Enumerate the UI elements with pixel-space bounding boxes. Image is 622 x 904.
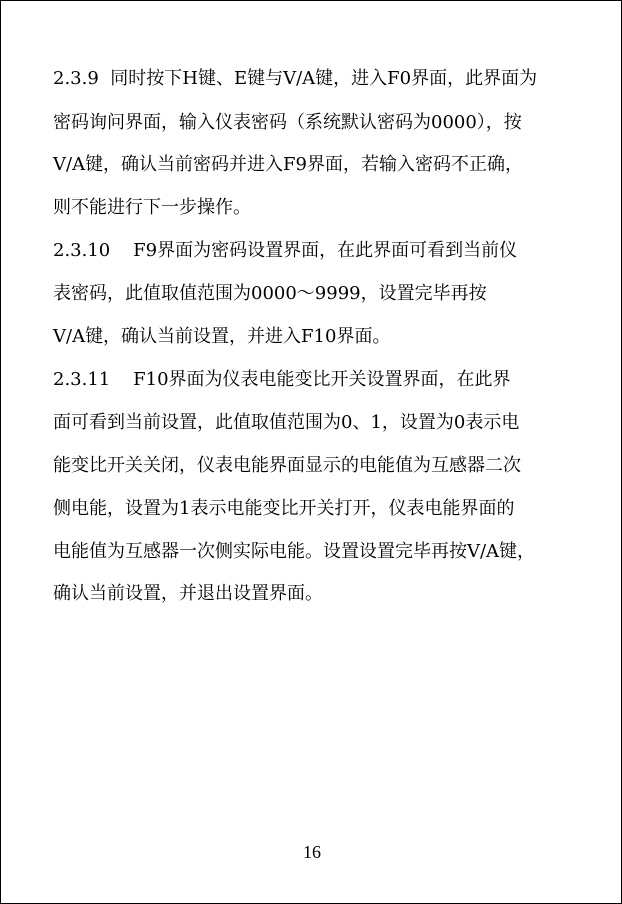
section-2-3-10-line-3: V/A键，确认当前设置，并进入F10界面。: [53, 326, 391, 347]
section-2-3-11-line-3: 能变比开关关闭，仪表电能界面显示的电能值为互感器二次: [53, 455, 521, 476]
section-2-3-9-line-3: V/A键，确认当前密码并进入F9界面，若输入密码不正确，: [53, 154, 524, 175]
section-2-3-11-line-5: 电能值为互感器一次侧实际电能。设置设置完毕再按V/A键，: [53, 541, 536, 562]
section-2-3-11-line-1: 2.3.11 F10界面为仪表电能变比开关设置界面，在此界: [53, 369, 511, 390]
section-2-3-11-line-6: 确认当前设置，并退出设置界面。: [53, 583, 323, 604]
section-2-3-9-line-1: 2.3.9 同时按下H键、E键与V/A键，进入F0界面，此界面为: [53, 68, 538, 89]
section-2-3-9-line-2: 密码询问界面，输入仪表密码（系统默认密码为0000），按: [53, 112, 522, 133]
section-2-3-11-line-4: 侧电能，设置为1表示电能变比开关打开，仪表电能界面的: [53, 498, 515, 519]
section-2-3-10-line-2: 表密码，此值取值范围为0000～9999，设置完毕再按: [53, 283, 487, 304]
section-2-3-11-line-2: 面可看到当前设置，此值取值范围为0、1，设置为0表示电: [53, 412, 520, 433]
section-2-3-10-line-1: 2.3.10 F9界面为密码设置界面，在此界面可看到当前仪: [53, 240, 518, 261]
section-2-3-9-line-4: 则不能进行下一步操作。: [53, 197, 251, 218]
page-number: 16: [303, 842, 321, 862]
